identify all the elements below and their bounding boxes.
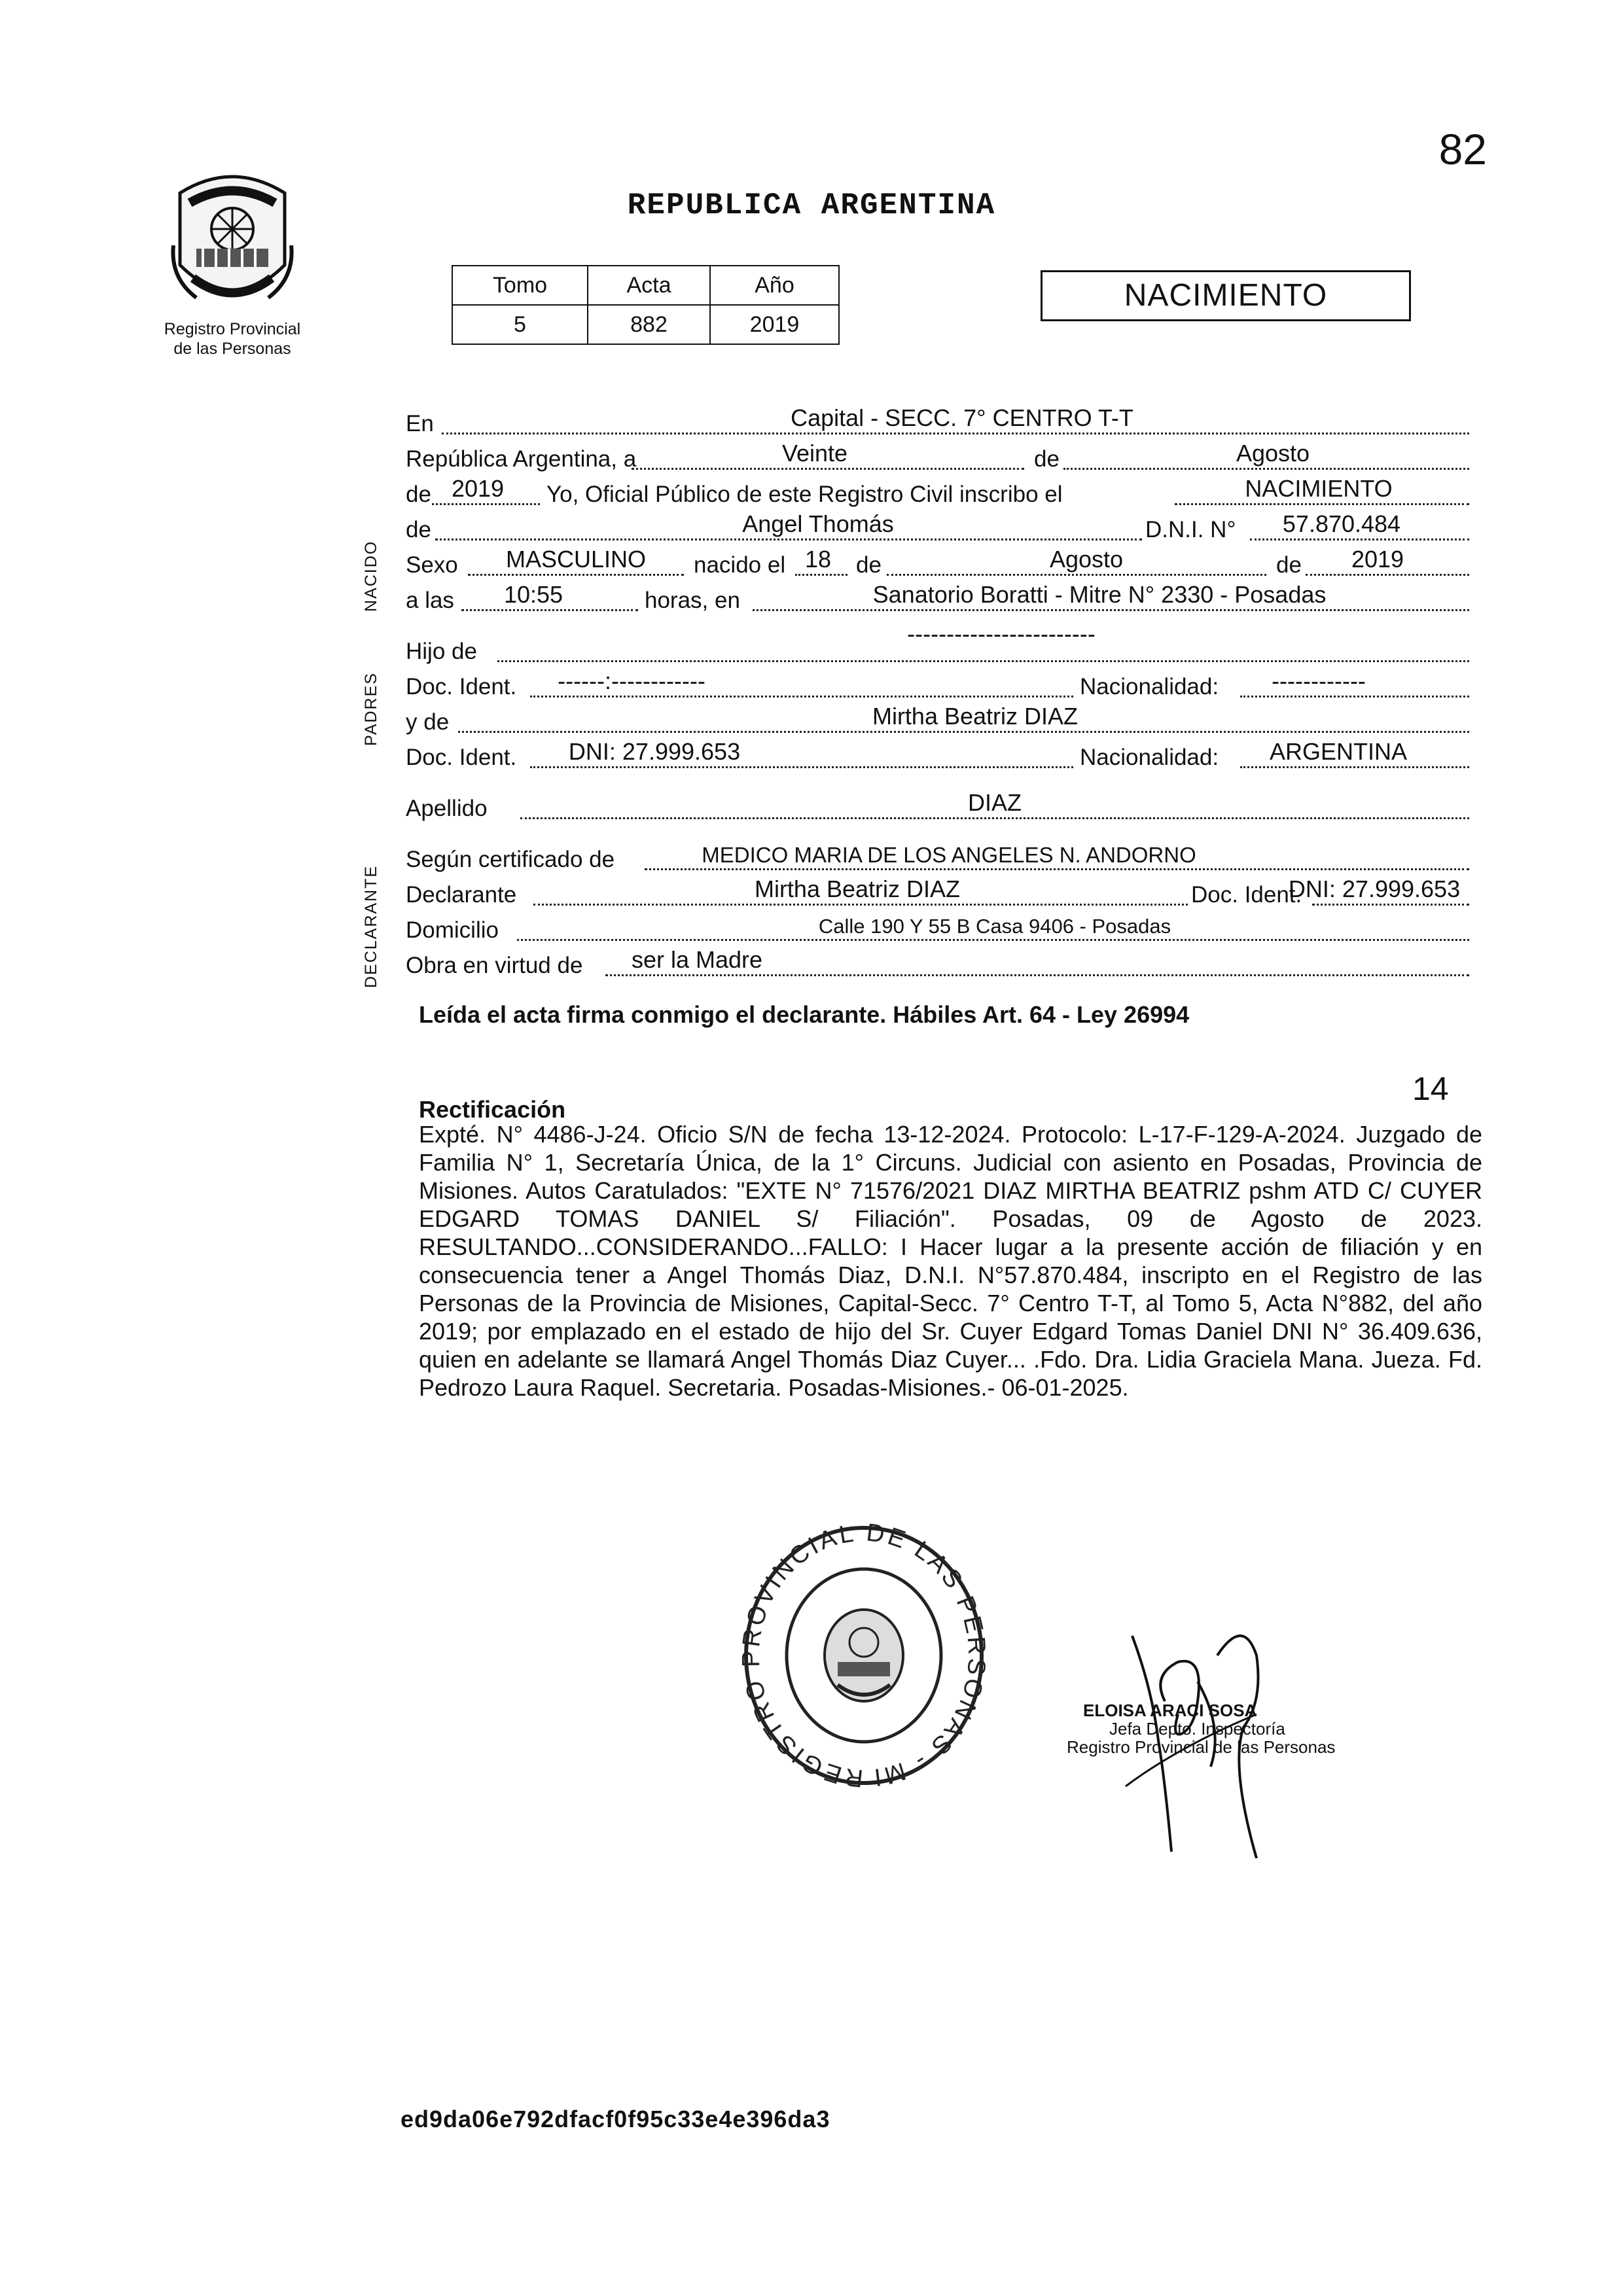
signatory-title: Jefa Depto. Inspectoría xyxy=(1109,1719,1285,1739)
record-value-acta: 882 xyxy=(588,305,710,344)
section-label-padres: PADRES xyxy=(362,672,380,746)
record-header-acta: Acta xyxy=(588,266,710,305)
seal-center-emblem xyxy=(825,1610,903,1701)
obra-value: ser la Madre xyxy=(631,946,763,973)
declarante-doc-value: DNI: 27.999.653 xyxy=(1288,875,1461,902)
rectificacion-title: Rectificación xyxy=(419,1096,566,1123)
obra-label: Obra en virtud de xyxy=(406,953,583,978)
field-row-en xyxy=(406,406,1469,440)
section-label-nacido: NACIDO xyxy=(362,540,380,612)
signatory-name: ELOISA ARACI SOSA xyxy=(1083,1701,1257,1720)
lugar-nacimiento-value: Sanatorio Boratti - Mitre N° 2330 - Posadas xyxy=(872,581,1327,608)
closing-statement: Leída el acta firma conmigo el declarante. Hábiles Art. 64 - Ley 26994 xyxy=(419,1001,1190,1028)
nac-dia-value: 18 xyxy=(804,546,832,573)
dni-label: D.N.I. N° xyxy=(1145,517,1236,542)
sexo-label: Sexo xyxy=(406,552,458,578)
field-row-declarante xyxy=(406,877,1469,911)
sexo-value: MASCULINO xyxy=(505,546,647,573)
nombre-value: Angel Thomás xyxy=(742,510,894,537)
madre-value: Mirtha Beatriz DIAZ xyxy=(872,703,1079,730)
segun-label: Según certificado de xyxy=(406,847,615,872)
apellido-label: Apellido xyxy=(406,796,488,821)
anio-value: 2019 xyxy=(451,475,505,502)
nac-anio-value: 2019 xyxy=(1351,546,1404,573)
signatory-office: Registro Provincial de las Personas xyxy=(1067,1737,1336,1757)
de-label-4: de xyxy=(856,552,882,578)
field-row-hora xyxy=(406,582,1469,616)
seal-ring-text: REGISTRO PROVINCIAL DE LAS PERSONAS - MI xyxy=(740,1519,988,1792)
a-las-label: a las xyxy=(406,588,454,613)
nacionalidad-label-2: Nacionalidad: xyxy=(1080,745,1219,770)
field-row-sexo xyxy=(406,547,1469,581)
hijo-label: Hijo de xyxy=(406,639,477,664)
field-row-hijo xyxy=(406,620,1469,667)
record-table xyxy=(452,265,840,345)
record-header-tomo: Tomo xyxy=(452,266,588,305)
de-label-3: de xyxy=(406,517,431,542)
nacido-label: nacido el xyxy=(694,552,786,578)
field-row-anio xyxy=(406,476,1469,510)
nac-mes-value: Agosto xyxy=(1049,546,1124,573)
record-table-header-row xyxy=(452,266,839,305)
field-row-madre xyxy=(406,704,1469,738)
declarante-label: Declarante xyxy=(406,882,517,908)
doc-ident-label-1: Doc. Ident. xyxy=(406,674,517,699)
document-title: REPUBLICA ARGENTINA xyxy=(627,188,996,222)
horas-en-label: horas, en xyxy=(645,588,740,613)
en-label: En xyxy=(406,411,434,436)
de-label-5: de xyxy=(1276,552,1302,578)
hora-value: 10:55 xyxy=(503,581,563,608)
field-row-apellido xyxy=(406,790,1469,824)
madre-doc-value: DNI: 27.999.653 xyxy=(568,738,741,765)
padre-value: ------------------------ xyxy=(907,620,1096,647)
field-row-padre-doc xyxy=(406,669,1469,703)
declarante-value: Mirtha Beatriz DIAZ xyxy=(754,875,961,902)
acto-value: NACIMIENTO xyxy=(1245,475,1393,502)
madre-nac-value: ARGENTINA xyxy=(1269,738,1408,765)
field-row-madre-doc xyxy=(406,739,1469,773)
logo-caption-line1: Registro Provincial xyxy=(164,320,301,338)
record-header-anio: Año xyxy=(710,266,839,305)
apellido-value: DIAZ xyxy=(967,789,1022,816)
field-row-certificado xyxy=(406,841,1469,875)
certificado-value: MEDICO MARIA DE LOS ANGELES N. ANDORNO xyxy=(702,843,1196,867)
record-value-anio: 2019 xyxy=(710,305,839,344)
seal-stamp-icon xyxy=(740,1518,988,1793)
logo-caption-line2: de las Personas xyxy=(173,340,291,358)
field-row-nombre xyxy=(406,512,1469,546)
mes-value: Agosto xyxy=(1236,440,1310,467)
doc-ident-label-2: Doc. Ident. xyxy=(406,745,517,770)
nacionalidad-label-1: Nacionalidad: xyxy=(1080,674,1219,699)
oficial-text: Yo, Oficial Público de este Registro Civil inscribo el xyxy=(546,482,1063,507)
record-value-tomo: 5 xyxy=(452,305,588,344)
field-row-republica xyxy=(406,441,1469,475)
field-row-domicilio xyxy=(406,912,1469,946)
rectificacion-body: Expté. N° 4486-J-24. Oficio S/N de fecha 13-12-2024. Protocolo: L-17-F-129-A-2024. Juzgado de Familia N° 1, Secretaría Única, de la 1° Circuns. Judicial con asiento en Posadas, Provincia de Misiones. Autos Caratulados: "EXTE N° 71576/2021 DIAZ MIRTHA BEATRIZ pshm ATD C/ CUYER EDGARD TOMAS DANIEL S/ Filiación". Posadas, 09 de Agosto de 2023. RESULTANDO...CONSIDERANDO...FALLO: I Hacer lugar a la presente acción de filiación y en consecuencia tener a Angel Thomás Diaz, D.N.I. N°57.870.484, inscripto en el Registro de las Personas de la Provincia de Misiones, Capital-Secc. 7° Centro T-T, al Tomo 5, Acta N°882, del año 2019; por emplazado en el estado de hijo del Sr. Cuyer Edgard Tomas Daniel DNI N° 36.409.636, quien en adelante se llamará Angel Thomás Diaz Cuyer... .Fdo. Dra. Lidia Graciela Mana. Jueza. Fd. Pedrozo Laura Raquel. Secretaria. Posadas-Misiones.- 06-01-2025. xyxy=(419,1121,1482,1401)
page-number: 82 xyxy=(1438,125,1487,173)
official-seal xyxy=(740,1518,988,1796)
domicilio-label: Domicilio xyxy=(406,917,499,943)
act-type-box: NACIMIENTO xyxy=(1041,270,1411,321)
field-row-obra xyxy=(406,947,1469,981)
dni-value: 57.870.484 xyxy=(1282,510,1401,537)
y-de-label: y de xyxy=(406,709,450,735)
padre-doc-value: ------:------------ xyxy=(558,667,705,694)
padre-nac-value: ------------ xyxy=(1272,667,1366,694)
rectificacion-page-number: 14 xyxy=(1412,1070,1449,1107)
dia-value: Veinte xyxy=(781,440,848,467)
republica-label: República Argentina, a xyxy=(406,446,637,472)
de-label-2: de xyxy=(406,482,431,507)
section-label-declarante: DECLARANTE xyxy=(362,864,380,988)
doc-ident-label-3: Doc. Ident. xyxy=(1191,882,1302,908)
domicilio-value: Calle 190 Y 55 B Casa 9406 - Posadas xyxy=(818,915,1171,938)
de-label-1: de xyxy=(1034,446,1060,472)
record-table-value-row xyxy=(452,305,839,344)
document-hash: ed9da06e792dfacf0f95c33e4e396da3 xyxy=(401,2106,830,2132)
lugar-value: Capital - SECC. 7° CENTRO T-T xyxy=(791,404,1133,431)
